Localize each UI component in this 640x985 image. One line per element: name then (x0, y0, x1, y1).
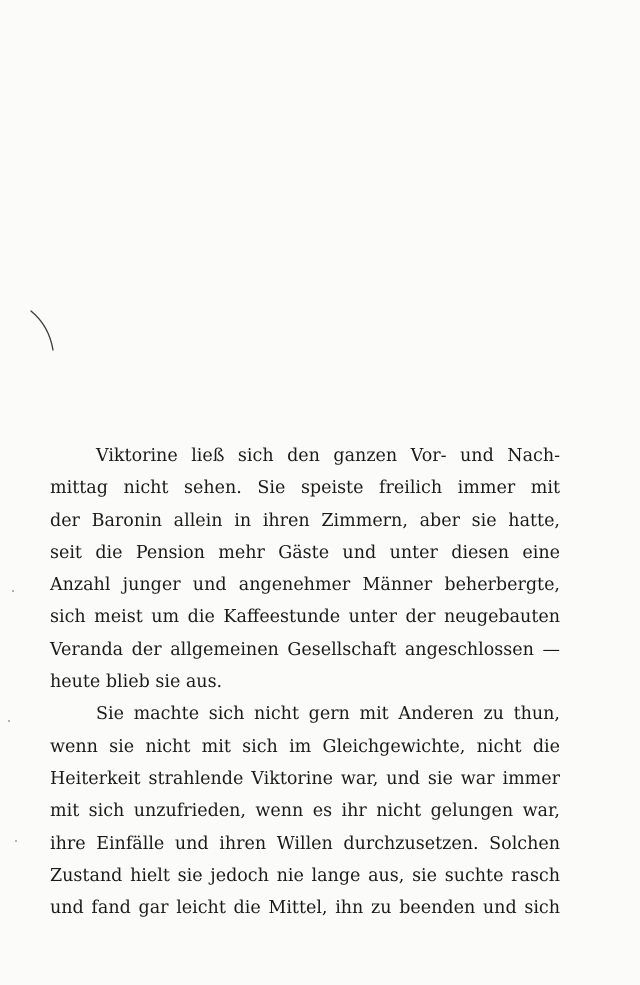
text-line: Sie machte sich nicht gern mit Anderen zu thun, (96, 704, 560, 725)
text-line: heute blieb sie aus. (50, 672, 223, 693)
text-line: seit die Pension mehr Gäste und unter diesen eine (50, 542, 560, 563)
text-line: sich meist um die Kaffeestunde unter der neugebauten (50, 607, 560, 628)
text-line: ihre Einfälle und ihren Willen durchzusetzen. Solchen (50, 833, 560, 854)
paragraph-1 (50, 440, 560, 698)
text-line: Anzahl junger und angenehmer Männer beherbergte, (50, 575, 560, 596)
text-line: Veranda der allgemeinen Gesellschaft angeschlossen — (50, 639, 560, 660)
text-line: Zustand hielt sie jedoch nie lange aus, sie suchte rasch (50, 865, 560, 886)
paper-speck (8, 720, 10, 722)
text-line: der Baronin allein in ihren Zimmern, aber sie hatte, (50, 510, 560, 531)
paper-speck (15, 840, 17, 842)
text-line: und fand gar leicht die Mittel, ihn zu beenden und sich (50, 898, 560, 919)
paper-speck (12, 590, 14, 592)
margin-pencil-mark (28, 308, 58, 353)
text-line: Viktorine ließ sich den ganzen Vor- und Nach- (96, 446, 560, 466)
text-line: mit sich unzufrieden, wenn es ihr nicht gelungen war, (50, 801, 560, 822)
text-line: Heiterkeit strahlende Viktorine war, und sie war immer (50, 768, 560, 789)
body-text (50, 440, 560, 924)
text-line: mittag nicht sehen. Sie speiste freilich immer mit (50, 478, 560, 499)
paragraph-2 (50, 698, 560, 924)
text-line: wenn sie nicht mit sich im Gleichgewichte, nicht die (50, 736, 560, 757)
